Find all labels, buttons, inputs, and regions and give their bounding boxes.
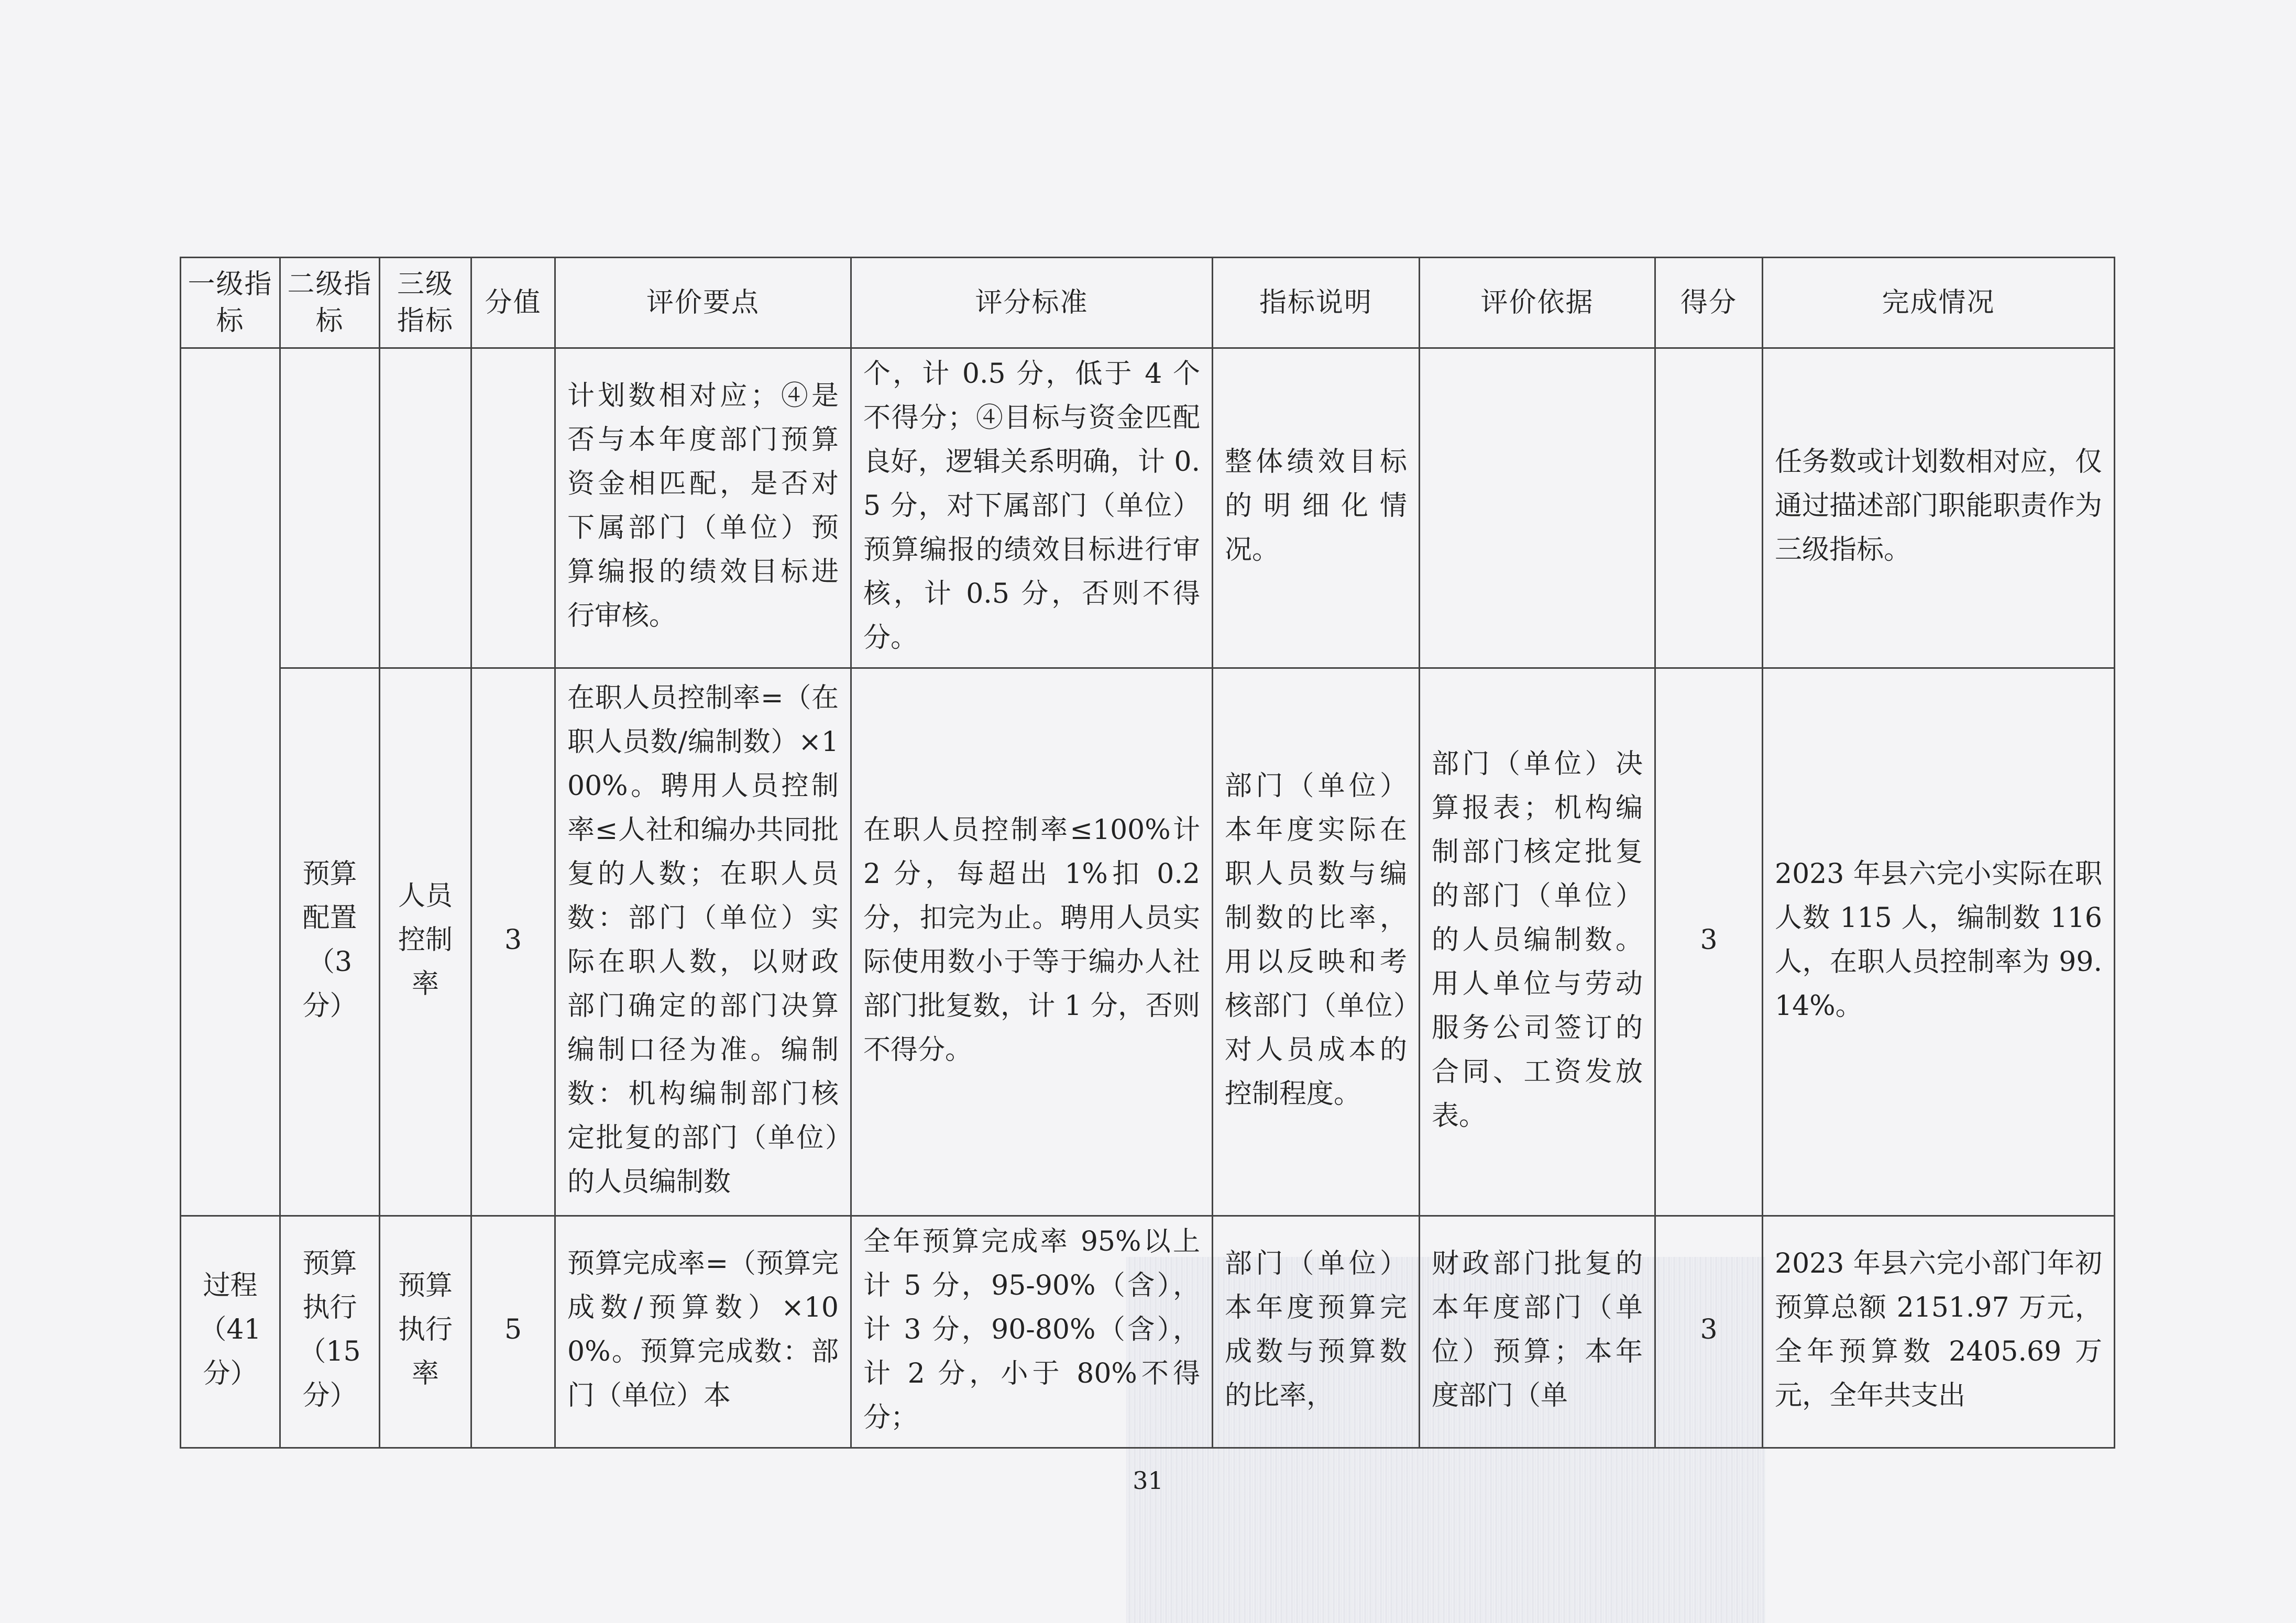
table-row — [181, 348, 2115, 668]
cell-level3: 人员控制率 — [380, 668, 471, 1216]
cell-key-points: 计划数相对应；④是否与本年度部门预算资金相匹配，是否对下属部门（单位）预算编报的绩效目标进行审核。 — [555, 348, 851, 668]
header-criteria: 评分标准 — [851, 258, 1213, 348]
cell-level2: 预算配置（3分） — [280, 668, 380, 1216]
cell-basis — [1420, 348, 1655, 668]
cell-score: 3 — [1655, 668, 1763, 1216]
cell-criteria: 在职人员控制率≤100%计 2 分，每超出 1%扣 0.2 分，扣完为止。聘用人员实际使用数小于等于编办人社部门批复数，计 1 分，否则不得分。 — [851, 668, 1213, 1216]
cell-key-points: 预算完成率=（预算完成数/预算数）×100%。预算完成数：部门（单位）本 — [555, 1216, 851, 1448]
cell-basis: 部门（单位）决算报表；机构编制部门核定批复的部门（单位）的人员编制数。用人单位与劳动服务公司签订的合同、工资发放表。 — [1420, 668, 1655, 1216]
table-row — [181, 1216, 2115, 1448]
cell-criteria: 个，计 0.5 分，低于 4 个不得分；④目标与资金匹配良好，逻辑关系明确，计 0.5 分，对下属部门（单位）预算编报的绩效目标进行审核，计 0.5 分，否则不得分。 — [851, 348, 1213, 668]
header-level2: 二级指标 — [280, 258, 380, 348]
cell-level3 — [380, 348, 471, 668]
cell-completion: 2023 年县六完小部门年初预算总额 2151.97 万元，全年预算数 2405.69 万元，全年共支出 — [1763, 1216, 2115, 1448]
table-row — [181, 668, 2115, 1216]
cell-level2 — [280, 348, 380, 668]
cell-completion: 任务数或计划数相对应，仅通过描述部门职能职责作为三级指标。 — [1763, 348, 2115, 668]
header-basis: 评价依据 — [1420, 258, 1655, 348]
evaluation-table — [180, 257, 2115, 1449]
cell-key-points: 在职人员控制率=（在职人员数/编制数）×100%。聘用人员控制率≤人社和编办共同批复的人数；在职人员数：部门（单位）实际在职人数，以财政部门确定的部门决算编制口径为准。编制数：机构编制部门核定批复的部门（单位）的人员编制数 — [555, 668, 851, 1216]
cell-score-value: 3 — [471, 668, 555, 1216]
header-key-points: 评价要点 — [555, 258, 851, 348]
cell-score-value — [471, 348, 555, 668]
header-score-value: 分值 — [471, 258, 555, 348]
header-description: 指标说明 — [1213, 258, 1420, 348]
cell-level1 — [181, 348, 280, 1216]
cell-level1: 过程（41分） — [181, 1216, 280, 1448]
cell-description: 整体绩效目标的明细化情况。 — [1213, 348, 1420, 668]
cell-criteria: 全年预算完成率 95%以上计 5 分，95-90%（含），计 3 分，90-80%（含），计 2 分，小于 80%不得分； — [851, 1216, 1213, 1448]
header-completion: 完成情况 — [1763, 258, 2115, 348]
cell-score-value: 5 — [471, 1216, 555, 1448]
page-number: 31 — [1133, 1466, 1163, 1495]
cell-description: 部门（单位）本年度实际在职人员数与编制数的比率，用以反映和考核部门（单位）对人员成本的控制程度。 — [1213, 668, 1420, 1216]
cell-level2: 预算执行（15分） — [280, 1216, 380, 1448]
header-level1: 一级指标 — [181, 258, 280, 348]
cell-description: 部门（单位）本年度预算完成数与预算数的比率， — [1213, 1216, 1420, 1448]
cell-score — [1655, 348, 1763, 668]
cell-completion: 2023 年县六完小实际在职人数 115 人，编制数 116 人，在职人员控制率为 99.14%。 — [1763, 668, 2115, 1216]
header-score: 得分 — [1655, 258, 1763, 348]
cell-level3: 预算执行率 — [380, 1216, 471, 1448]
header-level3: 三级指标 — [380, 258, 471, 348]
cell-basis: 财政部门批复的本年度部门（单位）预算；本年度部门（单 — [1420, 1216, 1655, 1448]
cell-score: 3 — [1655, 1216, 1763, 1448]
table-header-row — [181, 258, 2115, 348]
